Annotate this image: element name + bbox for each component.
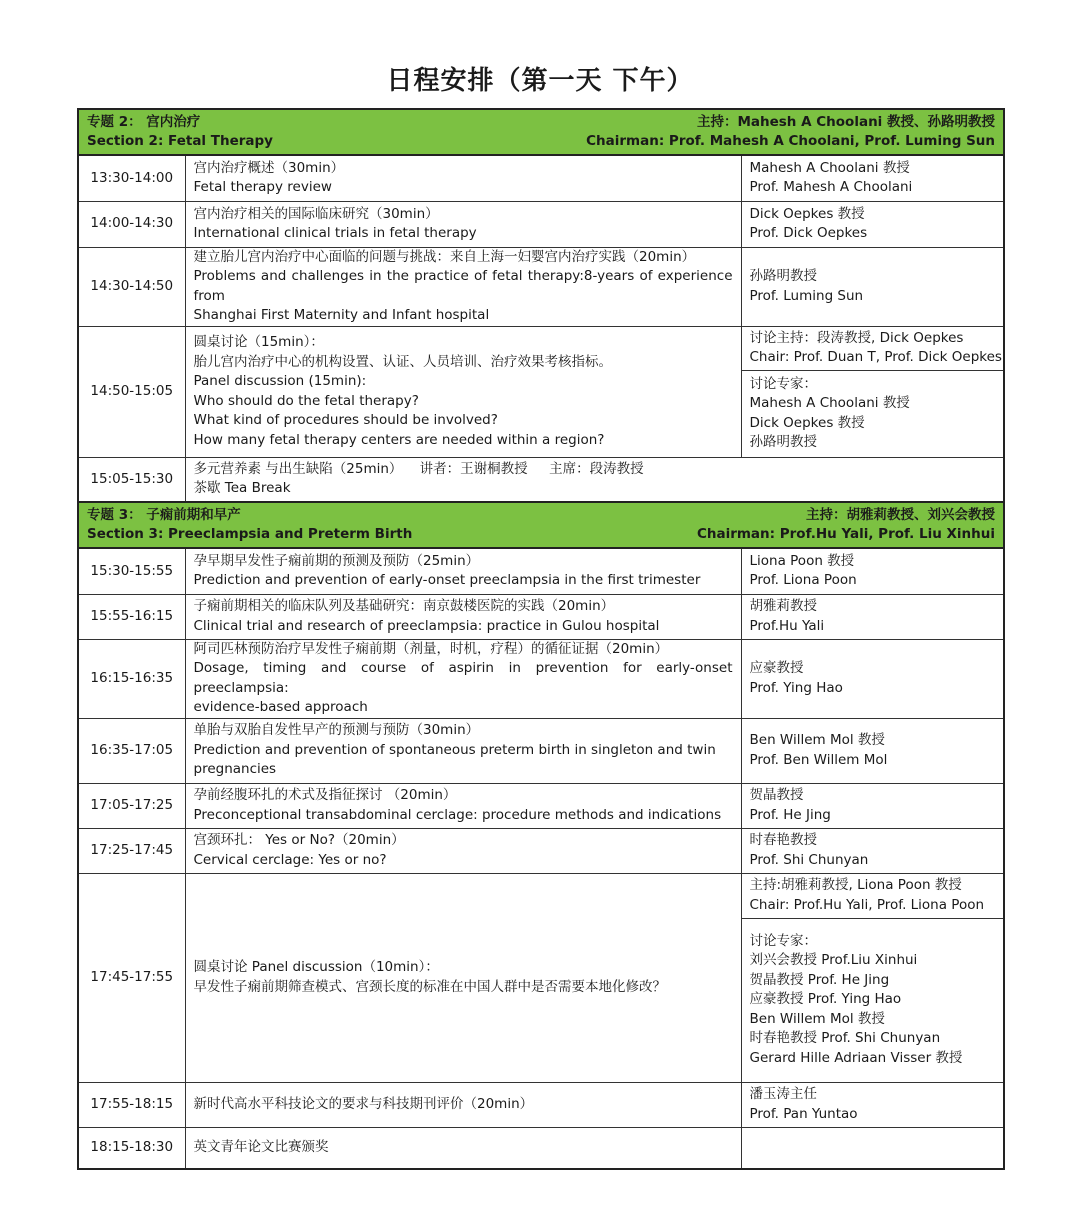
topic-cell <box>185 155 741 201</box>
time-cell: 15:05-15:30 <box>78 457 185 502</box>
speaker-en: Prof.Hu Yali <box>749 617 825 634</box>
table-row <box>78 1082 1004 1127</box>
table-row <box>78 718 1004 783</box>
table-row <box>78 247 1004 326</box>
speaker-en: Prof. Pan Yuntao <box>749 1105 858 1122</box>
topic-line: 圆桌讨论（15min）： <box>193 334 324 350</box>
expert-line: Gerard Hille Adriaan Visser 教授 <box>749 1049 963 1066</box>
speaker-en: Prof. Mahesh A Choolani <box>749 179 913 196</box>
topic-cn: 宫颈环扎： Yes or No?（20min） <box>193 832 405 848</box>
expert-line: 讨论专家： <box>749 932 817 949</box>
speaker-cell <box>741 718 1004 783</box>
time-cell: 16:35-17:05 <box>78 718 185 783</box>
expert-line: Mahesh A Choolani 教授 <box>749 395 910 411</box>
speaker-cn: Dick Oepkes 教授 <box>749 205 865 222</box>
speaker-en: Prof. Liona Poon <box>749 572 857 589</box>
speaker-en: Prof. Ying Hao <box>749 679 843 696</box>
speaker-cn: 贺晶教授 <box>749 787 804 803</box>
topic-cn: 建立胎儿宫内治疗中心面临的问题与挑战：来自上海一妇婴宫内治疗实践（20min） <box>193 248 696 265</box>
time-cell: 15:55-16:15 <box>78 594 185 639</box>
section-2-header <box>78 109 1004 155</box>
speaker-cell <box>741 594 1004 639</box>
topic-en-cont: evidence-based approach <box>193 699 368 715</box>
speaker-cell <box>741 1127 1004 1169</box>
speaker-en: Prof. Luming Sun <box>749 287 864 304</box>
section-header <box>78 502 1004 548</box>
speaker-cell <box>741 247 1004 326</box>
table-row <box>78 201 1004 247</box>
topic-en: Dosage, timing and course of aspirin in prevention for early-onset preeclampsia: <box>193 660 733 696</box>
chair-cn: 主持:胡雅莉教授, Liona Poon 教授 <box>749 877 962 893</box>
topic-en: Cervical cerclage: Yes or no? <box>193 851 387 868</box>
expert-line: 讨论专家： <box>749 375 817 392</box>
speaker-en: Prof. He Jing <box>749 806 831 823</box>
topic-line: 胎儿宫内治疗中心的机构设置、认证、人员培训、治疗效果考核指标。 <box>193 353 612 370</box>
section-chair-cn: 主持：胡雅莉教授、刘兴会教授 <box>806 507 996 523</box>
topic-en: International clinical trials in fetal therapy <box>193 225 477 241</box>
topic-en-cont: Shanghai First Maternity and Infant hospital <box>193 307 490 323</box>
speaker-cn: Mahesh A Choolani 教授 <box>749 159 910 176</box>
break-line-1 <box>194 460 996 480</box>
section-chair-en: Chairman: Prof.Hu Yali, Prof. Liu Xinhui <box>696 526 996 542</box>
speaker-cn: 孙路明教授 <box>749 268 817 284</box>
break-topic: 多元营养素 与出生缺陷（25min） <box>193 460 403 477</box>
expert-line: 应豪教授 Prof. Ying Hao <box>749 991 902 1008</box>
time-cell: 17:45-17:55 <box>78 873 185 1082</box>
table-row <box>78 1127 1004 1169</box>
topic-en: Preconceptional transabdominal cerclage: procedure methods and indications <box>193 806 722 823</box>
table-row <box>78 873 1004 918</box>
topic-cell <box>185 594 741 639</box>
topic-cell <box>185 201 741 247</box>
topic-en-cont: pregnancies <box>193 761 277 778</box>
table-row <box>78 548 1004 594</box>
table-row <box>78 828 1004 873</box>
time-cell: 13:30-14:00 <box>78 155 185 201</box>
topic-cn: 单胎与双胎自发性早产的预测与预防（30min） <box>193 722 480 739</box>
speaker-cn: 时春艳教授 <box>749 832 817 848</box>
chair-cn: 讨论主持：段涛教授, Dick Oepkes <box>749 329 964 346</box>
speaker-cn: Liona Poon 教授 <box>749 552 855 569</box>
section-title-cn: 专题 2： 宫内治疗 <box>87 114 201 130</box>
section-title-cn: 专题 3： 子痫前期和早产 <box>87 507 241 523</box>
topic-cn: 宫内治疗概述（30min） <box>193 159 345 176</box>
expert-line: Dick Oepkes 教授 <box>749 414 865 431</box>
speaker-cn: 胡雅莉教授 <box>749 598 817 614</box>
speaker-cn: Ben Willem Mol 教授 <box>749 732 885 748</box>
expert-line: Ben Willem Mol 教授 <box>749 1010 885 1027</box>
speaker-en: Prof. Ben Willem Mol <box>749 751 888 768</box>
tea-break: 茶歇 Tea Break <box>193 480 291 497</box>
break-speaker: 讲者：王谢桐教授 <box>419 460 528 477</box>
topic-cell <box>185 718 741 783</box>
speaker-cell <box>741 639 1004 718</box>
topic-cell <box>185 783 741 828</box>
speaker-cell <box>741 201 1004 247</box>
table-row <box>78 594 1004 639</box>
topic-line: 圆桌讨论 Panel discussion（10min）： <box>193 959 439 975</box>
topic-en: Fetal therapy review <box>193 179 332 196</box>
speaker-en: Prof. Shi Chunyan <box>749 851 869 868</box>
time-cell: 14:50-15:05 <box>78 326 185 457</box>
section-chair-en: Chairman: Prof. Mahesh A Choolani, Prof. Luming Sun <box>586 133 996 149</box>
break-chair: 主席：段涛教授 <box>549 460 644 477</box>
speaker-cn: 潘玉涛主任 <box>749 1086 817 1102</box>
topic-cn: 英文青年论文比赛颁奖 <box>193 1139 329 1155</box>
chair-cell <box>741 326 1004 370</box>
topic-cell <box>185 1127 741 1169</box>
topic-en: Prediction and prevention of spontaneous preterm birth in singleton and twin <box>193 741 716 758</box>
topic-cell <box>185 548 741 594</box>
speaker-cell <box>741 548 1004 594</box>
topic-line: 早发性子痫前期筛查模式、宫颈长度的标准在中国人群中是否需要本地化修改？ <box>193 978 666 995</box>
speaker-cell <box>741 1082 1004 1127</box>
speaker-cn: 应豪教授 <box>749 660 804 676</box>
section-title-en: Section 3: Preeclampsia and Preterm Birth <box>87 526 413 542</box>
page-title: 日程安排（第一天 下午） <box>386 66 694 96</box>
section-header <box>78 109 1004 155</box>
speaker-cell <box>741 783 1004 828</box>
topic-cn: 子痫前期相关的临床队列及基础研究：南京鼓楼医院的实践（20min） <box>193 598 615 614</box>
expert-line: 时春艳教授 Prof. Shi Chunyan <box>749 1030 941 1047</box>
chair-en: Chair: Prof. Duan T, Prof. Dick Oepkes <box>749 349 1002 365</box>
time-cell: 17:05-17:25 <box>78 783 185 828</box>
time-cell: 18:15-18:30 <box>78 1127 185 1169</box>
speaker-en: Prof. Dick Oepkes <box>749 225 868 241</box>
table-row <box>78 155 1004 201</box>
topic-cell <box>185 828 741 873</box>
topic-cn: 宫内治疗相关的国际临床研究（30min） <box>193 205 439 222</box>
time-cell: 15:30-15:55 <box>78 548 185 594</box>
expert-line: 孙路明教授 <box>749 434 817 450</box>
speaker-cell <box>741 828 1004 873</box>
topic-cell <box>185 457 1004 502</box>
topic-en: Clinical trial and research of preeclampsia: practice in Gulou hospital <box>193 617 660 634</box>
topic-line: Panel discussion (15min): <box>193 373 367 389</box>
experts-cell <box>741 918 1004 1082</box>
section-title-en: Section 2: Fetal Therapy <box>87 133 273 149</box>
table-row <box>78 639 1004 718</box>
topic-cell <box>185 326 741 457</box>
speaker-cell <box>741 155 1004 201</box>
topic-cell <box>185 873 741 1082</box>
experts-cell <box>741 370 1004 457</box>
topic-cell <box>185 639 741 718</box>
topic-cn: 孕前经腹环扎的术式及指征探讨 （20min） <box>193 787 457 803</box>
topic-en: Prediction and prevention of early-onset preeclampsia in the first trimester <box>193 572 701 589</box>
time-cell: 14:30-14:50 <box>78 247 185 326</box>
table-row <box>78 783 1004 828</box>
topic-cn: 孕早期早发性子痫前期的预测及预防（25min） <box>193 552 480 569</box>
topic-cell <box>185 1082 741 1127</box>
section-chair-cn: 主持：Mahesh A Choolani 教授、孙路明教授 <box>696 114 996 130</box>
section-3-header <box>78 502 1004 548</box>
topic-cn: 新时代高水平科技论文的要求与科技期刊评价（20min） <box>193 1095 534 1112</box>
time-cell: 17:25-17:45 <box>78 828 185 873</box>
chair-en: Chair: Prof.Hu Yali, Prof. Liona Poon <box>749 896 985 913</box>
topic-line: What kind of procedures should be involved? <box>193 412 498 428</box>
chair-cell <box>741 873 1004 918</box>
topic-cn: 阿司匹林预防治疗早发性子痫前期（剂量，时机，疗程）的循征证据（20min） <box>193 640 669 657</box>
table-row <box>78 326 1004 370</box>
time-cell: 16:15-16:35 <box>78 639 185 718</box>
time-cell: 14:00-14:30 <box>78 201 185 247</box>
expert-line: 贺晶教授 Prof. He Jing <box>749 971 890 988</box>
expert-line: 刘兴会教授 Prof.Liu Xinhui <box>749 952 918 969</box>
topic-cell <box>185 247 741 326</box>
topic-line: How many fetal therapy centers are needed within a region? <box>193 431 605 448</box>
topic-line: Who should do the fetal therapy? <box>193 392 419 409</box>
schedule-table <box>77 108 1005 1170</box>
time-cell: 17:55-18:15 <box>78 1082 185 1127</box>
table-row <box>78 457 1004 502</box>
topic-en: Problems and challenges in the practice of fetal therapy:8-years of experience from <box>193 268 733 304</box>
